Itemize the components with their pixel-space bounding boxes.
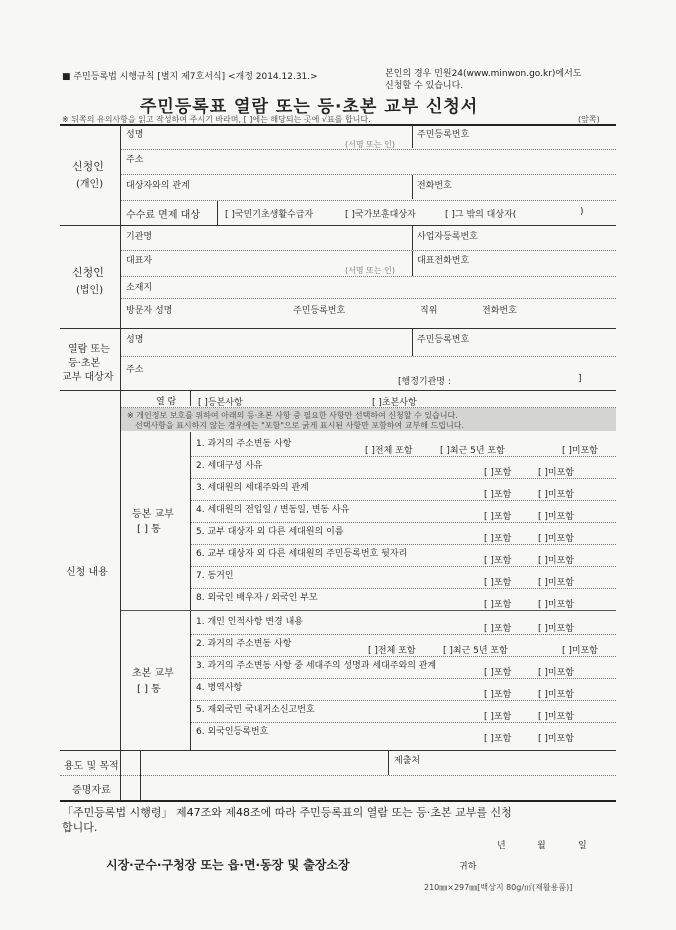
purpose-label: 용도 및 목적 [64,761,119,772]
row-line [191,566,616,567]
cell-divider [388,751,389,775]
row-line [191,656,616,657]
view-option-deungbon[interactable]: [ ]등본사항 [198,398,243,408]
request-item-label: 4. 병역사항 [196,683,243,693]
include-option[interactable]: [ ]포함 [484,734,512,744]
exclude-option[interactable]: [ ]미포함 [562,446,598,456]
cell-divider [412,329,413,356]
group-line [121,610,616,611]
section-sublabel: (법인) [76,285,104,296]
field-label-visitor-phone: 전화번호 [482,306,517,316]
divider [60,225,616,226]
chobon-label: 초본 교부 [132,668,174,679]
include-option[interactable]: [ ]포함 [484,712,512,722]
top-border [60,124,616,126]
row-line [191,678,616,679]
field-label-position: 직위 [420,306,438,316]
field-label-address: 주소 [126,155,144,165]
target-rrn-field[interactable] [417,343,612,353]
exclude-option[interactable]: [ ]미포함 [538,600,574,610]
cell-divider [412,125,413,148]
target-name-field[interactable] [126,343,406,353]
notice-line-1: ※ 개인정보 보호를 위하여 아래의 등·초본 사항 중 필요한 사항만 선택하여 신청할 수 있습니다. [127,411,458,420]
deungbon-label: 등본 교부 [132,509,174,520]
row-line [191,722,616,723]
cell-divider [190,391,191,406]
cell-divider [412,226,413,250]
submit-to-field[interactable] [440,754,610,772]
include-option[interactable]: [ ]포함 [484,490,512,500]
request-item-label: 8. 외국인 배우자 / 외국인 부모 [196,593,318,603]
exclude-option[interactable]: [ ]미포함 [562,646,598,656]
section-label: 신청 내용 [66,567,108,578]
proof-label: 증명자료 [72,785,111,796]
name-field[interactable] [126,135,406,147]
fee-option-close: ) [580,207,584,217]
row-line [191,478,616,479]
cell-divider [412,175,413,199]
deungbon-count[interactable]: [ ] 통 [137,524,161,535]
section-label: 열람 또는 [68,344,110,355]
addressee-suffix: 귀하 [459,862,477,872]
fee-exempt-label: 수수료 면제 대상 [126,210,200,221]
view-label: 열 람 [156,397,177,407]
fee-option-veteran[interactable]: [ ]국가보훈대상자 [345,210,416,220]
include-option[interactable]: [ ]포함 [484,668,512,678]
field-label-rep-phone: 대표전화번호 [417,256,470,266]
row-line [191,700,616,701]
exclude-option[interactable]: [ ]미포함 [538,690,574,700]
request-item-label: 7. 동거인 [196,571,234,581]
exclude-option[interactable]: [ ]미포함 [538,512,574,522]
divider [60,328,616,329]
phone-field[interactable] [470,178,610,194]
page-side-label: (앞쪽) [578,115,600,124]
row-line [121,149,616,150]
field-label-visitor: 방문자 성명 [126,306,173,316]
request-item-label: 6. 교부 대상자 외 다른 세대원의 주민등록번호 뒷자리 [196,549,408,559]
row-line [191,522,616,523]
submit-to-label: 제출처 [394,756,421,766]
divider [60,390,616,391]
rep-phone-field[interactable] [417,264,612,274]
recent5-include-option[interactable]: [ ]최근 5년 포함 [440,446,505,456]
statement-line-1: 「주민등록법 시행령」 제47조와 제48조에 따라 주민등록표의 열람 또는 등·초본 교부를 신청 [62,806,512,819]
include-option[interactable]: [ ]포함 [484,512,512,522]
include-option[interactable]: [ ]포함 [484,624,512,634]
statement-line-2: 합니다. [62,821,98,834]
field-label-bizno: 사업자등록번호 [417,232,478,242]
request-item-label: 1. 과거의 주소변동 사항 [196,439,292,449]
location-field[interactable] [165,279,610,295]
include-option[interactable]: [ ]포함 [484,534,512,544]
address-field[interactable] [160,152,610,170]
exclude-option[interactable]: [ ]미포함 [538,490,574,500]
exclude-option[interactable]: [ ]미포함 [538,556,574,566]
bottom-border [60,800,616,802]
request-item-label: 2. 과거의 주소변동 사항 [196,639,292,649]
include-option[interactable]: [ ]포함 [484,690,512,700]
cell-divider [217,201,218,225]
admin-agency-label: [행정기관명 : [398,377,451,387]
section-label: 등·초본 [68,358,101,369]
field-label-phone: 전화번호 [417,181,452,191]
form-title: 주민등록표 열람 또는 등·초본 교부 신청서 [140,97,479,117]
exclude-option[interactable]: [ ]미포함 [538,734,574,744]
sign-hint: (서명 또는 인) [345,140,395,149]
row-line [121,200,616,201]
online-note-2: 신청할 수 있습니다. [385,81,464,91]
date-year: 년 [497,841,506,851]
row-line [60,775,616,776]
divider [60,750,616,751]
field-label-target-name: 성명 [126,335,144,345]
rrn-field[interactable] [417,137,612,147]
regulation-text: ■ 주민등록법 시행규칙 [별지 제7호서식] <개정 2014.12.31.> [62,72,318,82]
row-line [191,544,616,545]
request-item-label: 1. 개인 인적사항 변경 내용 [196,617,303,627]
instruction-text: ※ 뒤쪽의 유의사항을 읽고 작성하여 주시기 바라며, [ ]에는 해당되는 곳에 √표를 합니다. [62,115,371,124]
field-label-target-rrn: 주민등록번호 [417,335,470,345]
section-label: 교부 대상자 [62,372,114,383]
row-line [191,634,616,635]
request-item-label: 3. 과거의 주소변동 사항 중 세대주의 성명과 세대주와의 관계 [196,661,437,671]
include-option[interactable]: [ ]포함 [484,600,512,610]
row-line [121,250,616,251]
purpose-field[interactable] [146,754,381,772]
sign-hint: (서명 또는 인) [345,266,395,275]
notice-box [121,408,616,431]
row-line [191,456,616,457]
request-item-label: 5. 교부 대상자 외 다른 세대원의 이름 [196,527,344,537]
section-sublabel: (개인) [76,179,104,190]
label-column-divider [120,125,121,800]
fee-option-basic-livelihood[interactable]: [ ]국민기초생활수급자 [225,210,314,220]
recent5-include-option[interactable]: [ ]최근 5년 포함 [443,646,508,656]
org-field[interactable] [126,239,406,249]
exclude-option[interactable]: [ ]미포함 [538,668,574,678]
online-note: 본인의 경우 민원24(www.minwon.go.kr)에서도 [385,69,582,79]
request-item-label: 3. 세대원의 세대주와의 관계 [196,483,309,493]
exclude-option[interactable]: [ ]미포함 [538,712,574,722]
field-label-name: 성명 [126,130,144,140]
field-label-visitor-rrn: 주민등록번호 [293,306,346,316]
relation-field[interactable] [220,178,405,194]
view-option-chobon[interactable]: [ ]초본사항 [372,398,417,408]
row-line [121,356,616,357]
cell-divider [412,251,413,276]
field-label-target-address: 주소 [126,365,144,375]
request-item-label: 5. 재외국민 국내거소신고번호 [196,705,315,715]
date-month: 월 [537,841,546,851]
admin-agency-close: ] [578,374,582,384]
row-line [121,298,616,299]
field-label-rep: 대표자 [126,256,153,266]
request-item-label: 2. 세대구성 사유 [196,461,263,471]
exclude-option[interactable]: [ ]미포함 [538,624,574,634]
section-label: 신청인 [72,160,104,173]
section-label: 신청인 [72,266,104,279]
fee-option-other[interactable]: [ ]그 밖의 대상자( [445,210,517,220]
request-item-label: 6. 외국인등록번호 [196,727,269,737]
notice-line-2: 선택사항을 표시하지 않는 경우에는 "포함"으로 굵게 표시된 사항만 포함하여 교부해 드립니다. [135,421,464,430]
addressee: 시장·군수·구청장 또는 읍·면·동장 및 출장소장 [106,858,350,872]
row-line [121,174,616,175]
field-label-location: 소재지 [126,283,153,293]
include-option[interactable]: [ ]포함 [484,556,512,566]
all-include-option[interactable]: [ ]전체 포함 [365,446,413,456]
exclude-option[interactable]: [ ]미포함 [538,578,574,588]
all-include-option[interactable]: [ ]전체 포함 [368,646,416,656]
paper-spec: 210㎜×297㎜[백상지 80g/㎡(재활용품)] [424,883,573,892]
bizno-field[interactable] [417,239,612,249]
rep-field[interactable] [160,253,340,271]
row-line [191,588,616,589]
cell-divider [190,432,191,750]
exclude-option[interactable]: [ ]미포함 [538,468,574,478]
row-line [191,500,616,501]
field-label-relation: 대상자와의 관계 [126,181,190,191]
proof-field[interactable] [146,778,610,796]
date-day: 일 [578,841,587,851]
target-address-field[interactable] [155,362,385,382]
row-line [121,276,616,277]
include-option[interactable]: [ ]포함 [484,468,512,478]
field-label-org: 기관명 [126,232,153,242]
include-option[interactable]: [ ]포함 [484,578,512,588]
field-label-rrn: 주민등록번호 [417,130,470,140]
exclude-option[interactable]: [ ]미포함 [538,534,574,544]
chobon-count[interactable]: [ ] 통 [137,684,161,695]
request-item-label: 4. 세대원의 전입일 / 변동일, 변동 사유 [196,505,350,515]
